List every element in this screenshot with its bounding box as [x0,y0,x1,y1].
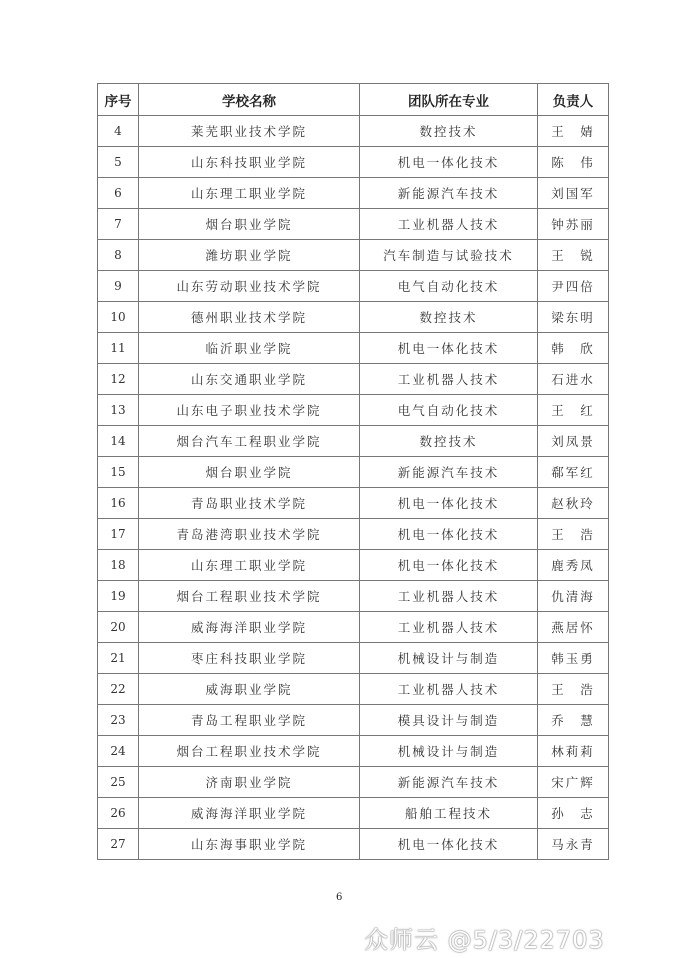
cell-leader: 韩玉勇 [538,643,609,674]
table-row [98,829,609,860]
table-row [98,612,609,643]
cell-index: 4 [98,116,139,147]
cell-leader: 王 浩 [538,519,609,550]
cell-major: 新能源汽车技术 [360,457,538,488]
cell-school-name: 青岛职业技术学院 [139,488,360,519]
cell-index: 21 [98,643,139,674]
table-row [98,488,609,519]
cell-major: 工业机器人技术 [360,581,538,612]
table-row [98,643,609,674]
cell-school-name: 潍坊职业学院 [139,240,360,271]
cell-leader: 赵秋玲 [538,488,609,519]
cell-school-name: 山东劳动职业技术学院 [139,271,360,302]
cell-index: 20 [98,612,139,643]
cell-index: 13 [98,395,139,426]
cell-school-name: 烟台职业学院 [139,457,360,488]
table-row [98,767,609,798]
cell-leader: 钟苏丽 [538,209,609,240]
cell-leader: 韩 欣 [538,333,609,364]
table-row [98,302,609,333]
cell-school-name: 威海海洋职业学院 [139,612,360,643]
header-school-name: 学校名称 [139,84,360,116]
table-row [98,426,609,457]
cell-school-name: 山东理工职业学院 [139,550,360,581]
cell-school-name: 青岛港湾职业技术学院 [139,519,360,550]
cell-major: 机电一体化技术 [360,488,538,519]
table-row [98,209,609,240]
table-row [98,147,609,178]
cell-leader: 郗军红 [538,457,609,488]
cell-index: 17 [98,519,139,550]
table-row [98,550,609,581]
cell-index: 5 [98,147,139,178]
header-major: 团队所在专业 [360,84,538,116]
cell-school-name: 烟台工程职业技术学院 [139,736,360,767]
header-index: 序号 [98,84,139,116]
table-row [98,178,609,209]
cell-leader: 尹四倍 [538,271,609,302]
cell-index: 24 [98,736,139,767]
cell-school-name: 烟台汽车工程职业学院 [139,426,360,457]
cell-major: 工业机器人技术 [360,209,538,240]
cell-major: 数控技术 [360,116,538,147]
cell-leader: 石进水 [538,364,609,395]
cell-major: 新能源汽车技术 [360,178,538,209]
cell-leader: 刘凤景 [538,426,609,457]
cell-major: 新能源汽车技术 [360,767,538,798]
cell-index: 6 [98,178,139,209]
cell-leader: 刘国军 [538,178,609,209]
table-header-row [98,84,609,116]
cell-school-name: 德州职业技术学院 [139,302,360,333]
table-row [98,519,609,550]
cell-index: 22 [98,674,139,705]
cell-major: 机电一体化技术 [360,829,538,860]
cell-school-name: 山东海事职业学院 [139,829,360,860]
cell-school-name: 烟台职业学院 [139,209,360,240]
table-row [98,116,609,147]
table-row [98,395,609,426]
cell-leader: 梁东明 [538,302,609,333]
cell-major: 电气自动化技术 [360,271,538,302]
table-row [98,364,609,395]
cell-major: 机电一体化技术 [360,519,538,550]
table-row [98,736,609,767]
cell-index: 11 [98,333,139,364]
cell-leader: 林莉莉 [538,736,609,767]
table-row [98,705,609,736]
cell-school-name: 临沂职业学院 [139,333,360,364]
cell-index: 8 [98,240,139,271]
cell-school-name: 枣庄科技职业学院 [139,643,360,674]
table-row [98,457,609,488]
cell-leader: 燕居怀 [538,612,609,643]
cell-major: 机械设计与制造 [360,643,538,674]
cell-major: 工业机器人技术 [360,612,538,643]
cell-leader: 陈 伟 [538,147,609,178]
table-row [98,581,609,612]
cell-index: 15 [98,457,139,488]
cell-school-name: 济南职业学院 [139,767,360,798]
cell-school-name: 莱芜职业技术学院 [139,116,360,147]
cell-major: 数控技术 [360,426,538,457]
watermark: 众师云 @5/3/22703 [364,926,605,954]
cell-school-name: 威海职业学院 [139,674,360,705]
cell-leader: 王 婧 [538,116,609,147]
cell-index: 14 [98,426,139,457]
cell-major: 模具设计与制造 [360,705,538,736]
cell-index: 25 [98,767,139,798]
cell-leader: 王 红 [538,395,609,426]
page-number: 6 [336,892,343,903]
cell-major: 汽车制造与试验技术 [360,240,538,271]
cell-leader: 孙 志 [538,798,609,829]
cell-school-name: 山东理工职业学院 [139,178,360,209]
table-row [98,674,609,705]
cell-index: 26 [98,798,139,829]
cell-index: 9 [98,271,139,302]
table-row [98,798,609,829]
cell-school-name: 山东科技职业学院 [139,147,360,178]
cell-leader: 宋广辉 [538,767,609,798]
cell-major: 工业机器人技术 [360,364,538,395]
header-leader: 负责人 [538,84,609,116]
cell-index: 18 [98,550,139,581]
cell-school-name: 山东电子职业技术学院 [139,395,360,426]
table-row [98,333,609,364]
cell-major: 机电一体化技术 [360,147,538,178]
cell-index: 19 [98,581,139,612]
cell-index: 7 [98,209,139,240]
cell-major: 机电一体化技术 [360,333,538,364]
cell-major: 船舶工程技术 [360,798,538,829]
cell-leader: 鹿秀凤 [538,550,609,581]
cell-leader: 王 锐 [538,240,609,271]
cell-index: 23 [98,705,139,736]
cell-school-name: 青岛工程职业学院 [139,705,360,736]
cell-major: 数控技术 [360,302,538,333]
cell-major: 工业机器人技术 [360,674,538,705]
cell-school-name: 烟台工程职业技术学院 [139,581,360,612]
cell-school-name: 山东交通职业学院 [139,364,360,395]
cell-leader: 仇清海 [538,581,609,612]
team-table [97,83,609,860]
cell-major: 机械设计与制造 [360,736,538,767]
cell-index: 12 [98,364,139,395]
cell-index: 10 [98,302,139,333]
table-row [98,271,609,302]
cell-index: 27 [98,829,139,860]
cell-leader: 马永青 [538,829,609,860]
cell-leader: 乔 慧 [538,705,609,736]
cell-leader: 王 浩 [538,674,609,705]
cell-major: 机电一体化技术 [360,550,538,581]
table-row [98,240,609,271]
cell-major: 电气自动化技术 [360,395,538,426]
cell-index: 16 [98,488,139,519]
cell-school-name: 威海海洋职业学院 [139,798,360,829]
